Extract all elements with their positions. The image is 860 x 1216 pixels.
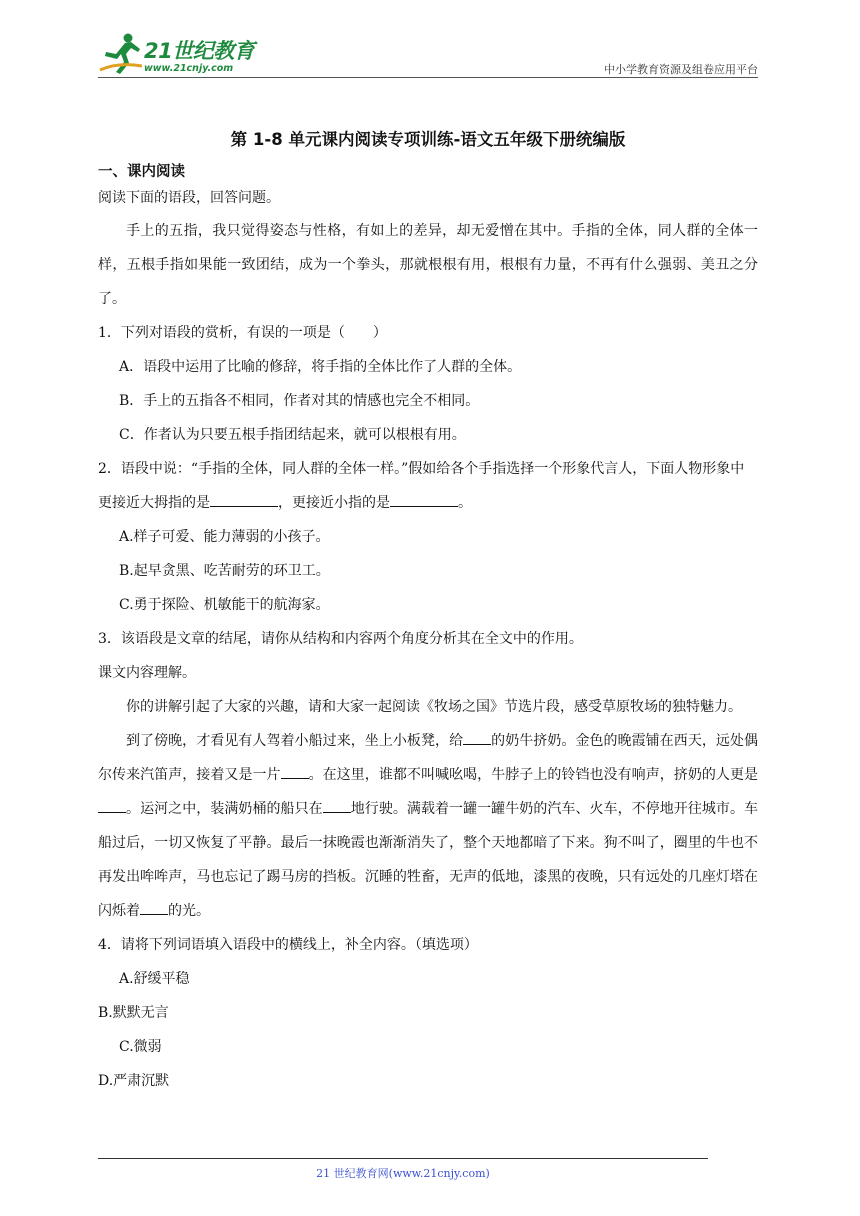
question-2-option-a: A.样子可爱、能力薄弱的小孩子。 [119, 529, 330, 545]
logo-url: www.21cnjy.com [144, 63, 234, 74]
section-heading: 一、课内阅读 [98, 164, 185, 180]
logo [98, 30, 268, 78]
passage-1: 手上的五指，我只觉得姿态与性格，有如上的差异，却无爱憎在其中。手指的全体，同人群的全体一样，五根手指如果能一致团结，成为一个拳头，那就根根有用，根根有力量，不再有什么强弱、美丑之分了。 [98, 223, 758, 307]
answer-blank [463, 728, 491, 745]
question-2-stem: 2．语段中说：“手指的全体，同人群的全体一样。”假如给各个手指选择一个形象代言人，下面人物形象中更接近大拇指的是 ，更接近小指的是 。 [98, 461, 745, 511]
platform-name: 中小学教育资源及组卷应用平台 [604, 63, 758, 76]
header-divider [98, 77, 758, 78]
question-4-option-d: D.严肃沉默 [98, 1073, 170, 1089]
instruction: 课文内容理解。 [98, 665, 196, 681]
question-4-option-c: C.微弱 [119, 1039, 162, 1055]
footer-divider [98, 1158, 708, 1159]
page-header [98, 30, 758, 78]
instruction: 阅读下面的语段，回答问题。 [98, 190, 280, 206]
logo-text: 21世纪教育 [144, 39, 255, 63]
answer-blank [140, 898, 168, 915]
page-title: 第 1-8 单元课内阅读专项训练-语文五年级下册统编版 [230, 130, 626, 149]
answer-blank [323, 796, 351, 813]
passage-2: 到了傍晚，才看见有人驾着小船过来，坐上小板凳，给 的奶牛挤奶。金色的晚霞铺在西天，远处偶尔传来汽笛声，接着又是一片 。在这里，谁都不叫喊吆喝，牛脖子上的铃铛也没有响声，挤奶的人更是。运河之中，装满奶桶的船只在 地行驶。满载着一罐一罐牛奶的汽车、火车，不停地开往城市。车船过后，一切又恢复了平静。最后一抹晚霞也渐渐消失了，整个天地都暗了下来。狗不叫了，圈里的牛也不再发出哞哞声，马也忘记了踢马房的挡板。沉睡的牲畜，无声的低地，漆黑的夜晚，只有远处的几座灯塔在闪烁着 的光。 [98, 724, 758, 928]
question-1-option-c: C．作者认为只要五根手指团结起来，就可以根根有用。 [119, 427, 466, 443]
question-4-option-a: A.舒缓平稳 [119, 971, 190, 987]
passage-2-intro: 你的讲解引起了大家的兴趣，请和大家一起阅读《牧场之国》节选片段，感受草原牧场的独特魅力。 [126, 699, 742, 715]
answer-blank [98, 796, 126, 813]
question-1-stem: 1．下列对语段的赏析，有误的一项是（ ） [98, 325, 387, 341]
page-footer: 21 世纪教育网(www.21cnjy.com) [316, 1167, 490, 1180]
question-2-option-b: B.起早贪黑、吃苦耐劳的环卫工。 [119, 563, 330, 579]
question-2-option-c: C.勇于探险、机敏能干的航海家。 [119, 597, 330, 613]
question-3: 3．该语段是文章的结尾，请你从结构和内容两个角度分析其在全文中的作用。 [98, 631, 583, 647]
answer-blank [390, 490, 458, 507]
runner-icon [98, 32, 144, 76]
question-4-stem: 4．请将下列词语填入语段中的横线上，补全内容。（填选项） [98, 937, 478, 953]
question-4-option-b: B.默默无言 [98, 1005, 169, 1021]
answer-blank [210, 490, 278, 507]
answer-blank [281, 762, 309, 779]
question-1-option-a: A．语段中运用了比喻的修辞，将手指的全体比作了人群的全体。 [119, 359, 522, 375]
document-body [98, 128, 758, 1098]
question-1-option-b: B．手上的五指各不相同，作者对其的情感也完全不相同。 [119, 393, 480, 409]
